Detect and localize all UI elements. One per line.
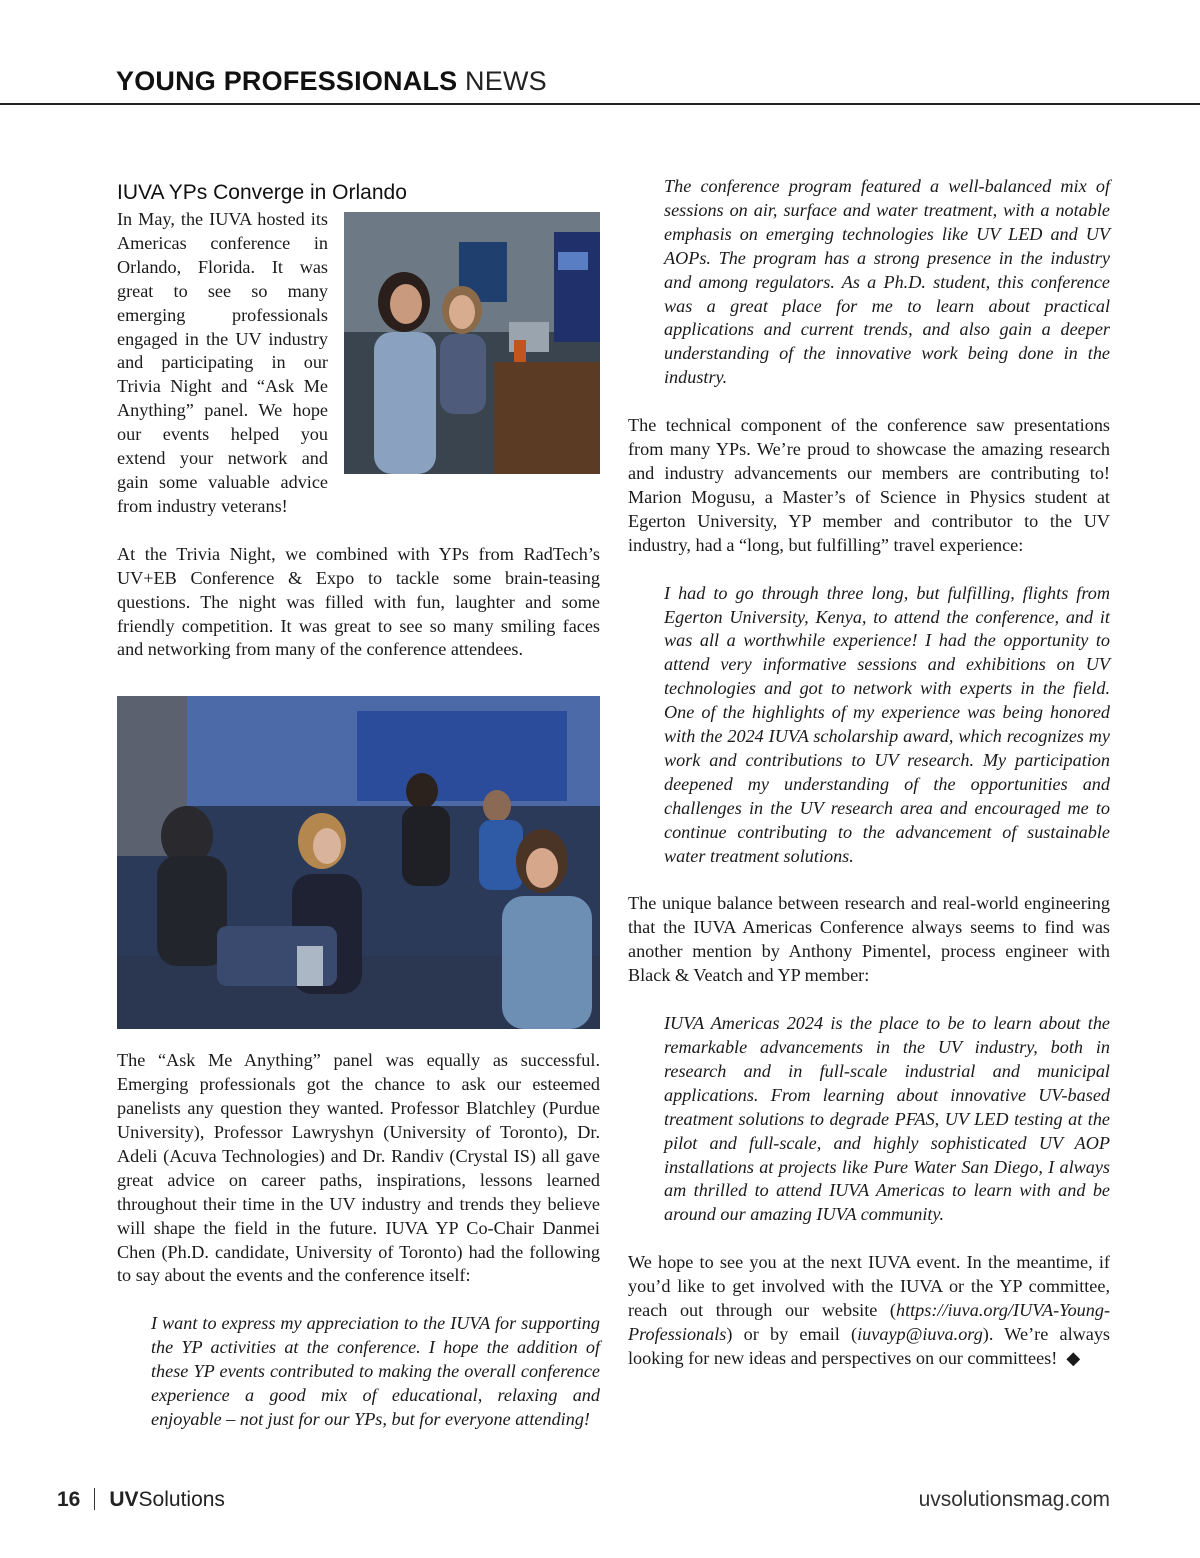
ama-paragraph: The “Ask Me Anything” panel was equally as successful. Emerging professionals got the chance to ask our esteemed panelists any question they wanted. Professor Blatchley (Purdue University), Professor Lawryshyn (University of Toronto), Dr. Adeli (Acuva Technologies) and Dr. Randiv (Crystal IS) all gave great advice on career paths, inspirations, lessons learned throughout their time in the UV industry and trends they believe will shape the field in the future. IUVA YP Co-Chair Danmei Chen (Ph.D. candidate, University of Toronto) had the following to say about the events and the conference itself: <box>117 1050 600 1286</box>
danmei-chen-quote: I want to express my appreciation to the IUVA for supporting the YP activities at the conference. I hope the addition of these YP events contributed to making the overall conference experience a good mix of educational, relaxing and enjoyable – not just for our YPs, but for everyone attending! <box>151 1313 600 1429</box>
footer-left <box>57 1488 225 1512</box>
page-number: 16 <box>57 1488 81 1511</box>
closing-text-a: We hope to see you at the next IUVA event. In the meantime, if you’d like to get involved with the IUVA or the YP committee, reach out through our website ( <box>628 1252 1110 1321</box>
conference-program-quote: The conference program featured a well-balanced mix of sessions on air, surface and water treatment, with a notable emphasis on emerging technologies like UV LED and UV AOPs. The program has a strong presence in the industry and among regulators. As a Ph.D. student, this conference was a great place for me to learn about practical applications and current trends, and also gain a deeper understanding of the innovative work being done in the industry. <box>664 176 1110 388</box>
footer-divider <box>94 1488 95 1510</box>
left-column <box>117 180 600 1432</box>
section-header-bold: YOUNG PROFESSIONALS <box>116 66 458 96</box>
closing-text-b: ) or by email ( <box>726 1323 858 1344</box>
audience-photo-art <box>117 696 600 1029</box>
intro-paragraph: In May, the IUVA hosted its Americas conference in Orlando, Florida. It was great to see so many emerging professionals engaged in the UV industry and participating in our Trivia Night and “Ask Me Anything” panel. We hope our events helped you extend your network and gain some valuable advice from industry veterans! <box>117 209 328 516</box>
email-link[interactable]: iuvayp@iuva.org <box>857 1323 983 1344</box>
intro-block <box>117 208 600 662</box>
brand-light: Solutions <box>138 1488 225 1511</box>
marion-mogusu-quote: I had to go through three long, but fulfilling, flights from Egerton University, Kenya, to attend the conference, and it was all a worthwhile experience! I had the opportunity to attend very informative sessions and exhibitions on UV technologies and got to network with experts in the field. One of the highlights of my experience was being honored with the 2024 IUVA scholarship award, which recognizes my work and contributions to UV research. My participation deepened my understanding of the opportunities and challenges in the UV research area and encouraged me to continue contributing to the advancement of sustainable water treatment solutions. <box>664 582 1110 866</box>
audience-photo <box>117 696 600 1029</box>
technical-component-paragraph: The technical component of the conference saw presentations from many YPs. We’re proud to showcase the amazing research and industry advancements our members are contributing to! Marion Mogusu, a Master’s of Science in Physics student at Egerton University, YP member and contributor to the UV industry, had a “long, but fulfilling” travel experience: <box>628 415 1110 555</box>
footer-site: uvsolutionsmag.com <box>918 1488 1110 1511</box>
section-header <box>116 66 547 97</box>
panel-speakers-photo-art <box>344 212 600 474</box>
end-mark-icon: ◆ <box>1066 1347 1081 1368</box>
section-header-light: NEWS <box>465 66 547 96</box>
right-column <box>628 175 1110 1371</box>
website-link[interactable]: https://iuva.org/IUVA-Young-Professionals <box>628 1300 1110 1344</box>
brand-bold: UV <box>109 1488 139 1511</box>
closing-text-c: ). We’re always looking for new ideas and perspectives on our committees! <box>628 1323 1110 1368</box>
trivia-paragraph: At the Trivia Night, we combined with YPs from RadTech’s UV+EB Conference & Expo to tackle some brain-teasing questions. The night was filled with fun, laughter and some friendly competition. It was great to see so many smiling faces and networking from many of the conference attendees. <box>117 543 600 660</box>
closing-paragraph <box>628 1251 1110 1371</box>
header-rule <box>0 103 1200 105</box>
anthony-pimentel-quote: IUVA Americas 2024 is the place to be to learn about the remarkable advancements in the UV industry, both in research and in full-scale industrial and municipal applications. From learning about innovative UV-based treatment solutions to degrade PFAS, UV LED testing at the pilot and full-scale, and highly sophisticated UV AOP installations at projects like Pure Water San Diego, I always am thrilled to attend IUVA Americas to learn with and be around our amazing IUVA community. <box>664 1013 1110 1225</box>
panel-speakers-photo <box>344 212 600 474</box>
article-title: IUVA YPs Converge in Orlando <box>117 181 407 204</box>
research-balance-paragraph: The unique balance between research and real-world engineering that the IUVA Americas Conference always seems to find was another mention by Anthony Pimentel, process engineer with Black & Veatch and YP member: <box>628 893 1110 986</box>
